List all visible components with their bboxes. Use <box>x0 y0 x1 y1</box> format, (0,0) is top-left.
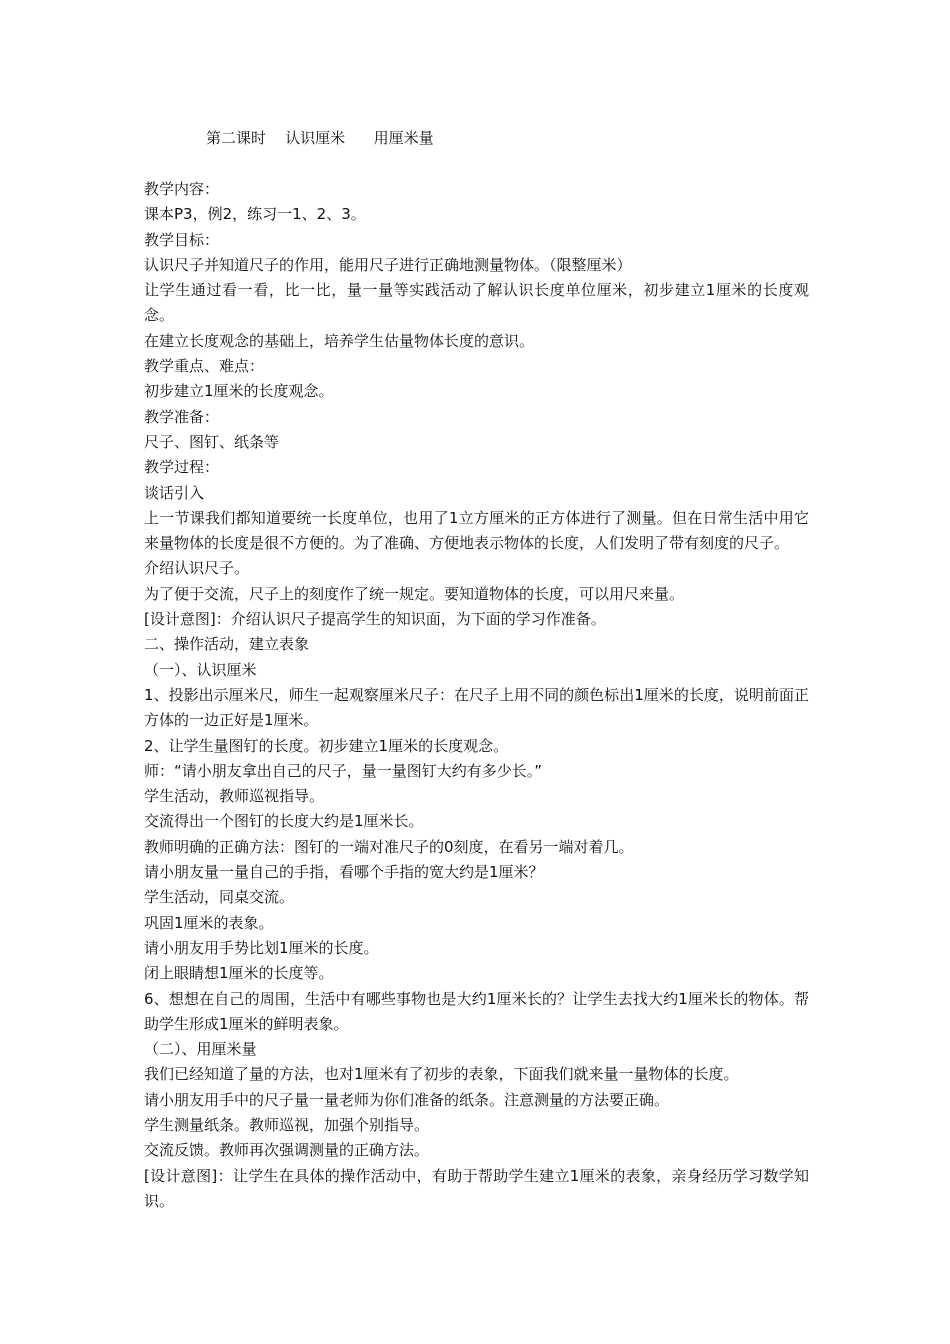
text-line: 教学过程： <box>144 458 220 477</box>
text-line: 请小朋友量一量自己的手指，看哪个手指的宽大约是1厘米？ <box>144 863 544 882</box>
text-line: 交流反馈。教师再次强调测量的正确方法。 <box>144 1141 430 1160</box>
text-line: 学生活动，同桌交流。 <box>144 888 295 907</box>
text-line: 课本P3，例2，练习一1、2、3。 <box>144 205 366 224</box>
text-line: 请小朋友用手中的尺子量一量老师为你们准备的纸条。注意测量的方法要正确。 <box>144 1090 670 1109</box>
text-line: 认识尺子并知道尺子的作用，能用尺子进行正确地测量物体。（限整厘米） <box>144 255 632 274</box>
text-line: 介绍认识尺子。 <box>144 559 250 578</box>
text-line: 6、想想在自己的周围，生活中有哪些事物也是大约1厘米长的？让学生去找大约1厘米长的物体。帮助学生形成1厘米的鲜明表象。 <box>144 989 809 1033</box>
text-line: 上一节课我们都知道要统一长度单位，也用了1立方厘米的正方体进行了测量。但在日常生活中用它来量物体的长度是很不方便的。为了准确、方便地表示物体的长度，人们发明了带有刻度的尺子。 <box>144 508 809 553</box>
text-line: 1、投影出示厘米尺，师生一起观察厘米尺子：在尺子上用不同的颜色标出1厘米的长度，说明前面正方体的一边正好是1厘米。 <box>144 685 809 730</box>
text-line: 我们已经知道了量的方法，也对1厘米有了初步的表象，下面我们就来量一量物体的长度。 <box>144 1065 739 1084</box>
text-line: 二、操作活动，建立表象 <box>144 635 310 654</box>
text-line: 师：“请小朋友拿出自己的尺子，量一量图钉大约有多少长。” <box>144 761 543 780</box>
text-line: 谈话引入 <box>144 483 205 502</box>
text-line: 教学内容： <box>144 180 220 198</box>
text-line: [设计意图]：让学生在具体的操作活动中，有助于帮助学生建立1厘米的表象，亲身经历学习数学知识。 <box>144 1166 809 1210</box>
text-line: 教师明确的正确方法：图钉的一端对准尺子的0刻度，在看另一端对着几。 <box>144 837 634 856</box>
text-line: 在建立长度观念的基础上，培养学生估量物体长度的意识。 <box>144 331 535 350</box>
lesson-title: 第二课时 认识厘米 用厘米量 <box>206 129 434 147</box>
text-line: 让学生通过看一看，比一比，量一量等实践活动了解认识长度单位厘米，初步建立1厘米的长度观念。 <box>144 281 809 325</box>
text-line: 2、让学生量图钉的长度。初步建立1厘米的长度观念。 <box>144 736 509 755</box>
text-line: 为了便于交流，尺子上的刻度作了统一规定。要知道物体的长度，可以用尺来量。 <box>144 584 685 603</box>
text-line: 学生活动，教师巡视指导。 <box>144 787 325 806</box>
text-line: 巩固1厘米的表象。 <box>144 913 274 932</box>
text-line: 学生测量纸条。教师巡视，加强个别指导。 <box>144 1115 430 1134</box>
lesson-body <box>144 177 809 1214</box>
text-line: 请小朋友用手势比划1厘米的长度。 <box>144 938 379 957</box>
text-line: 尺子、图钉、纸条等 <box>144 432 280 451</box>
text-line: 教学目标： <box>144 230 220 249</box>
text-line: （一）、认识厘米 <box>144 660 257 679</box>
text-line: （二）、用厘米量 <box>144 1040 257 1059</box>
text-line: 教学重点、难点： <box>144 357 265 376</box>
text-line: 交流得出一个图钉的长度大约是1厘米长。 <box>144 812 424 831</box>
text-line: 闭上眼睛想1厘米的长度等。 <box>144 964 334 983</box>
text-line: 初步建立1厘米的长度观念。 <box>144 382 334 401</box>
text-line: [设计意图]：介绍认识尺子提高学生的知识面，为下面的学习作准备。 <box>144 610 606 629</box>
text-line: 教学准备： <box>144 407 220 426</box>
